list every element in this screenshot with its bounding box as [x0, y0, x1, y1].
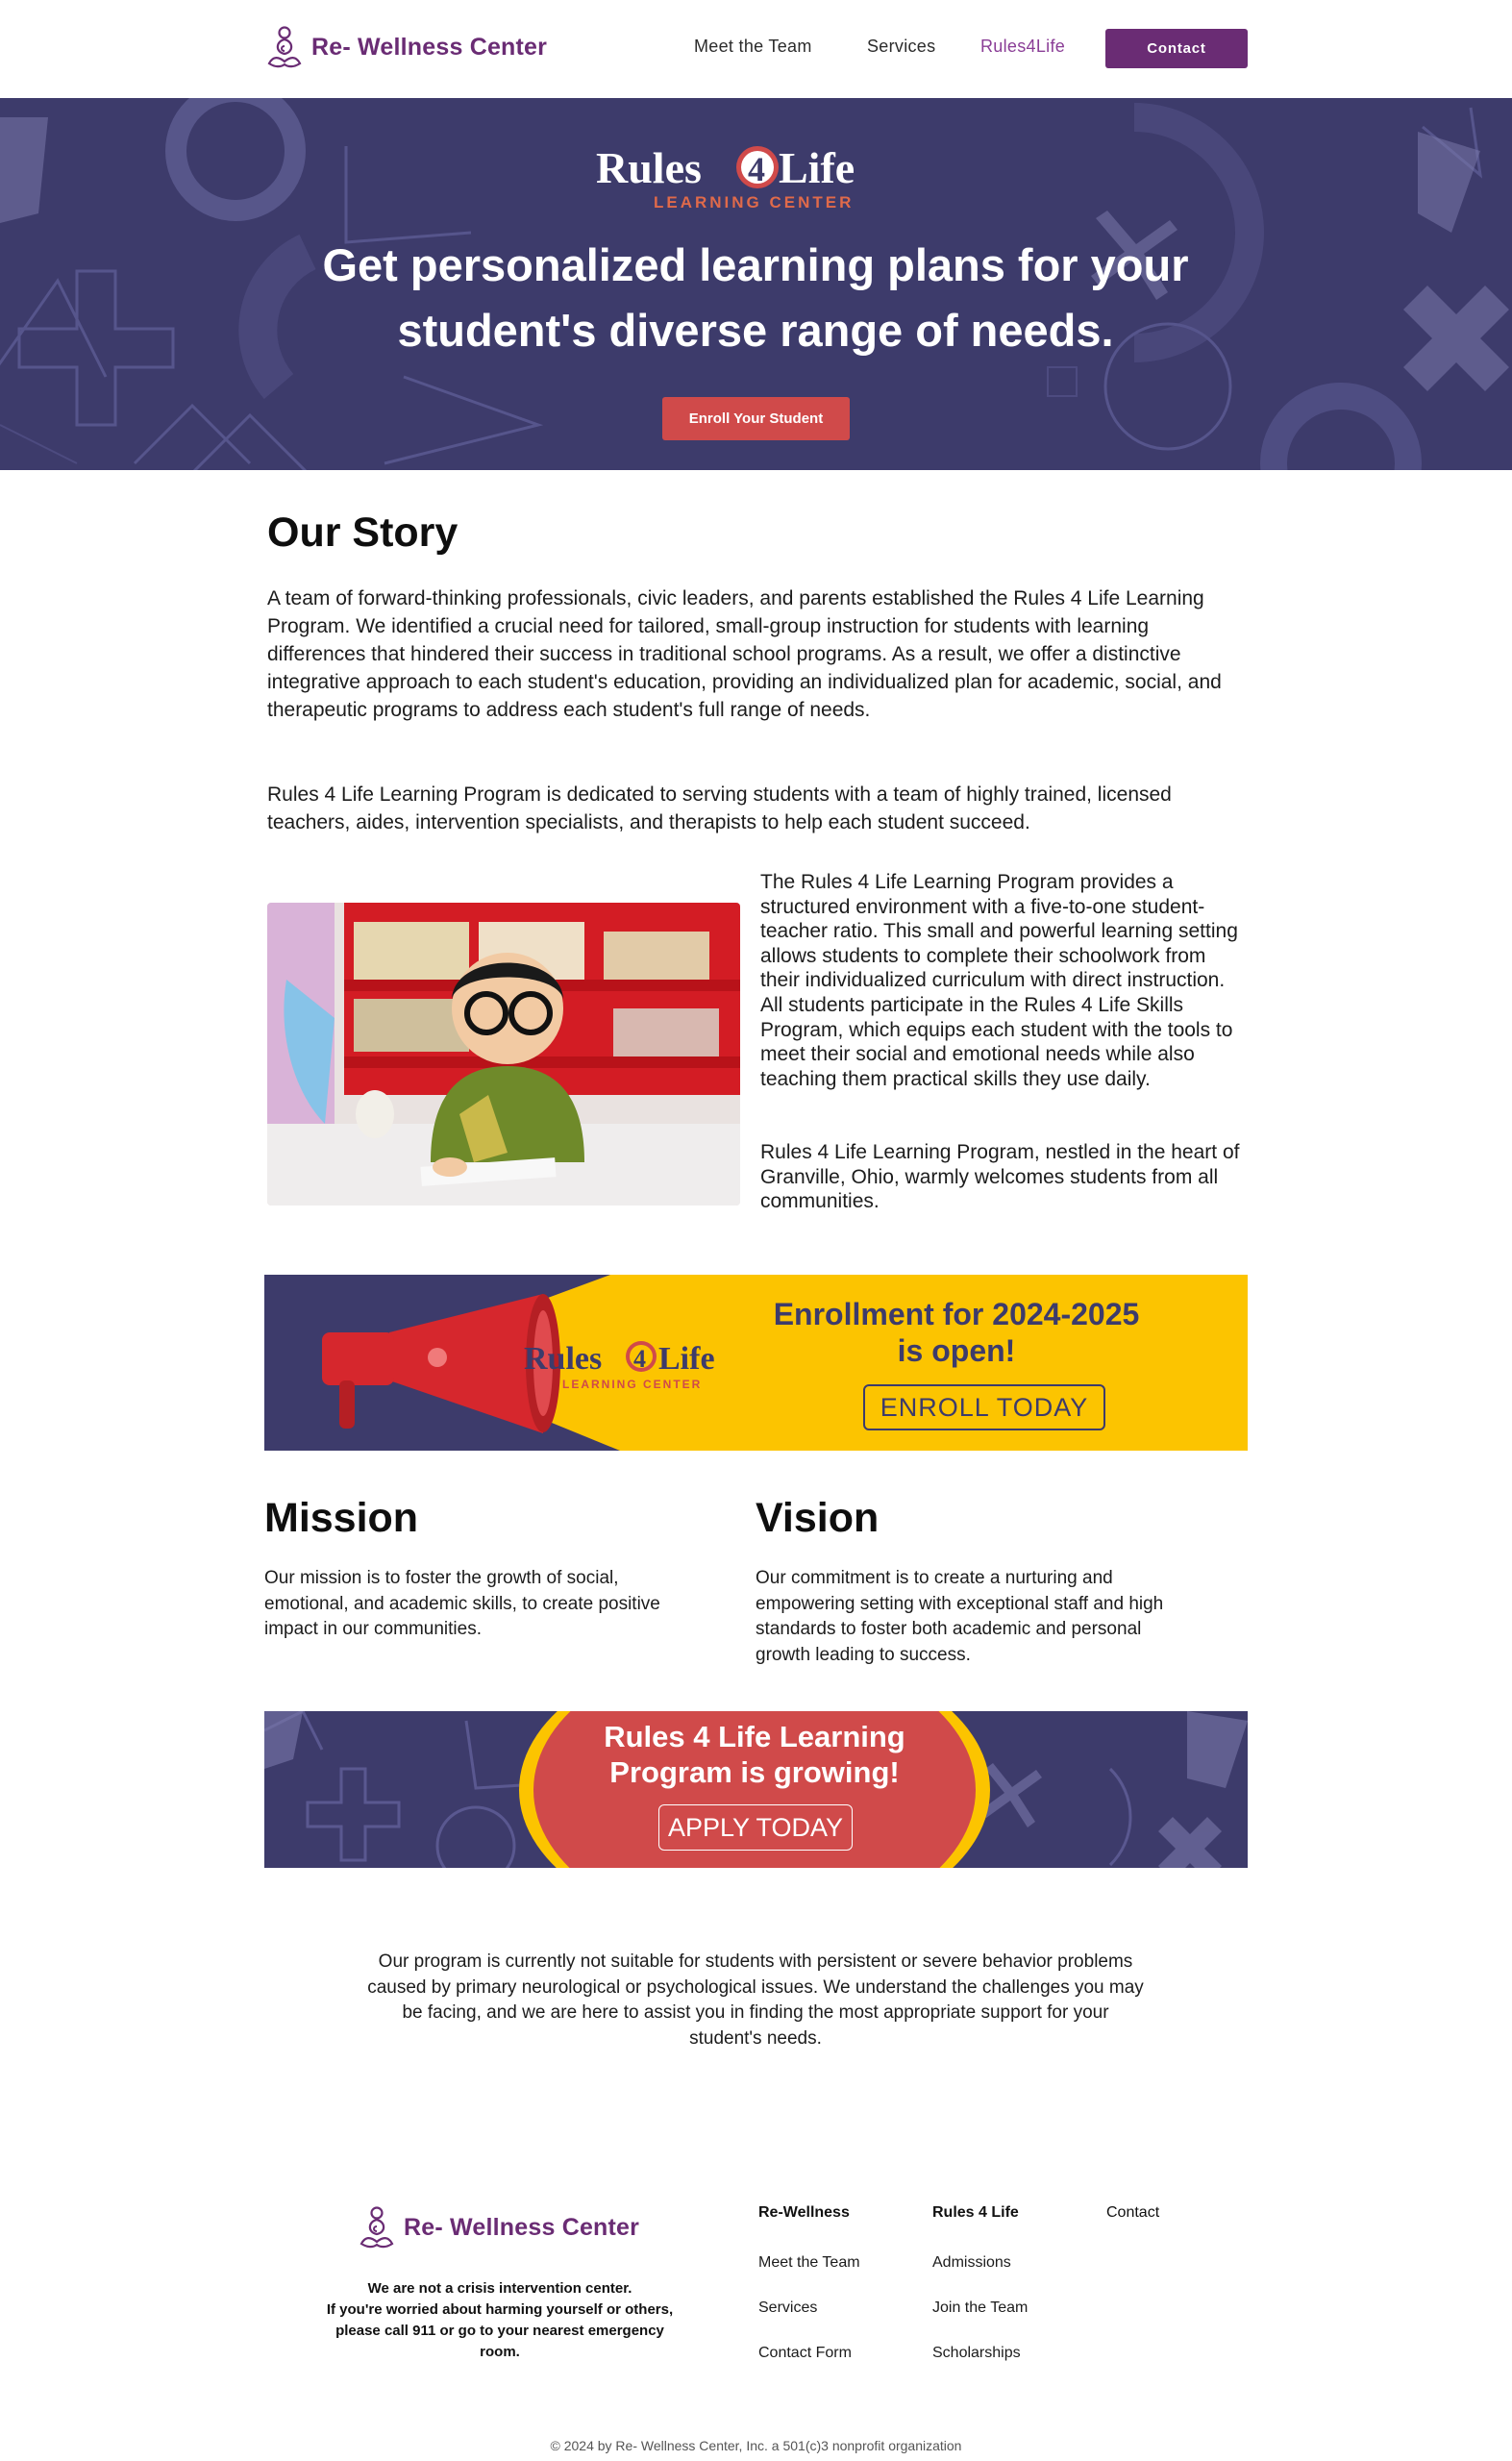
footer-brand-logo[interactable] — [358, 2205, 639, 2250]
suitability-note: Our program is currently not suitable for students with persistent or severe behavior problems caused by primary neurological or psychological issues. We understand the challenges you may be facing, and we are here to assist you in finding the most appropriate support for your student's needs. — [367, 1951, 1144, 2049]
meditation-icon — [265, 25, 304, 69]
svg-text:4: 4 — [748, 150, 765, 188]
footer-brand-name: Re- Wellness Center — [404, 2213, 640, 2241]
top-nav — [0, 0, 1512, 98]
rules4life-logo — [586, 137, 923, 213]
svg-text:Life: Life — [658, 1341, 715, 1377]
vision-title: Vision — [756, 1495, 880, 1541]
footer-link-scholarships[interactable]: Scholarships — [932, 2345, 1021, 2361]
footer-col-rewellness-heading: Re-Wellness — [758, 2204, 850, 2221]
story-paragraph-4: Rules 4 Life Learning Program, nestled in the heart of Granville, Ohio, warmly welcomes students from all communities. — [760, 1141, 1240, 1213]
enrollment-banner[interactable] — [264, 1275, 1248, 1451]
footer-col-rules4life-heading: Rules 4 Life — [932, 2204, 1019, 2221]
mission-text: Our mission is to foster the growth of social, emotional, and academic skills, to create positive impact in our communities. — [264, 1568, 660, 1639]
hero-section — [0, 98, 1512, 470]
svg-text:LEARNING CENTER: LEARNING CENTER — [562, 1378, 703, 1391]
footer-link-contact[interactable]: Contact — [1106, 2204, 1160, 2221]
crisis-warning-line2: If you're worried about harming yourself or others, please call 911 or go to your nearest emergency room. — [326, 2301, 674, 2360]
growing-heading-line1: Rules 4 Life Learning — [604, 1720, 905, 1753]
footer-link-admissions[interactable]: Admissions — [932, 2254, 1011, 2271]
nav-services[interactable]: Services — [867, 37, 936, 56]
copyright: © 2024 by Re- Wellness Center, Inc. a 501(c)3 nonprofit organization — [550, 2438, 962, 2453]
story-paragraph-1: A team of forward-thinking professionals, civic leaders, and parents established the Rules 4 Life Learning Program. We identified a crucial need for tailored, small-group instruction for students with learning differences that hindered their success in traditional school programs. As a result, we offer a distinctive integrative approach to each student's education, providing an individualized plan for academic, social, and therapeutic programs to address each student's full range of needs. — [267, 587, 1222, 721]
svg-text:Life: Life — [779, 143, 855, 192]
growing-heading — [505, 1719, 1004, 1790]
hero-title-line2: student's diverse range of needs. — [397, 305, 1114, 356]
hero-title — [227, 233, 1284, 363]
story-title: Our Story — [267, 510, 459, 556]
brand-logo[interactable] — [265, 25, 547, 69]
meditation-icon — [358, 2205, 396, 2250]
story-paragraph-2: Rules 4 Life Learning Program is dedicated to serving students with a team of highly trained, licensed teachers, aides, intervention specialists, and therapists to help each student succeed. — [267, 783, 1172, 833]
enroll-today-button[interactable]: ENROLL TODAY — [863, 1384, 1105, 1430]
hero-title-line1: Get personalized learning plans for your — [322, 239, 1189, 290]
student-photo — [267, 903, 740, 1206]
footer-link-meet-the-team[interactable]: Meet the Team — [758, 2254, 860, 2271]
mission-title: Mission — [264, 1495, 419, 1541]
growing-banner[interactable] — [264, 1711, 1248, 1868]
nav-rules4life[interactable]: Rules4Life — [980, 37, 1066, 56]
svg-text:4: 4 — [633, 1345, 646, 1373]
vision-text: Our commitment is to create a nurturing and empowering setting with exceptional staff and high standards to foster both academic and personal growth leading to success. — [756, 1568, 1164, 1665]
footer-link-contact-form[interactable]: Contact Form — [758, 2345, 852, 2361]
svg-text:Rules: Rules — [596, 143, 702, 192]
growing-heading-line2: Program is growing! — [609, 1755, 900, 1789]
brand-name: Re- Wellness Center — [311, 33, 548, 61]
svg-text:LEARNING CENTER: LEARNING CENTER — [654, 193, 855, 211]
apply-today-button[interactable]: APPLY TODAY — [658, 1804, 853, 1851]
footer-link-services[interactable]: Services — [758, 2299, 818, 2316]
svg-text:Rules: Rules — [524, 1341, 603, 1377]
nav-meet-the-team[interactable]: Meet the Team — [694, 37, 812, 56]
crisis-warning-line1: We are not a crisis intervention center. — [367, 2280, 632, 2297]
enrollment-heading-line1: Enrollment for 2024-2025 — [773, 1297, 1140, 1331]
enrollment-heading — [716, 1296, 1197, 1369]
crisis-warning — [317, 2278, 682, 2363]
enroll-student-button[interactable]: Enroll Your Student — [662, 397, 850, 440]
story-paragraph-3: The Rules 4 Life Learning Program provides a structured environment with a five-to-one student-teacher ratio. This small and powerful learning setting allows students to complete their schoolwork from their individualized curriculum with direct instruction. All students participate in the Rules 4 Life Skills Program, which equips each student with the tools to meet their social and emotional needs while also teaching them practical skills they use daily. — [760, 871, 1238, 1090]
footer-link-join-the-team[interactable]: Join the Team — [932, 2299, 1029, 2316]
contact-button[interactable]: Contact — [1105, 29, 1248, 68]
enrollment-heading-line2: is open! — [897, 1333, 1016, 1368]
